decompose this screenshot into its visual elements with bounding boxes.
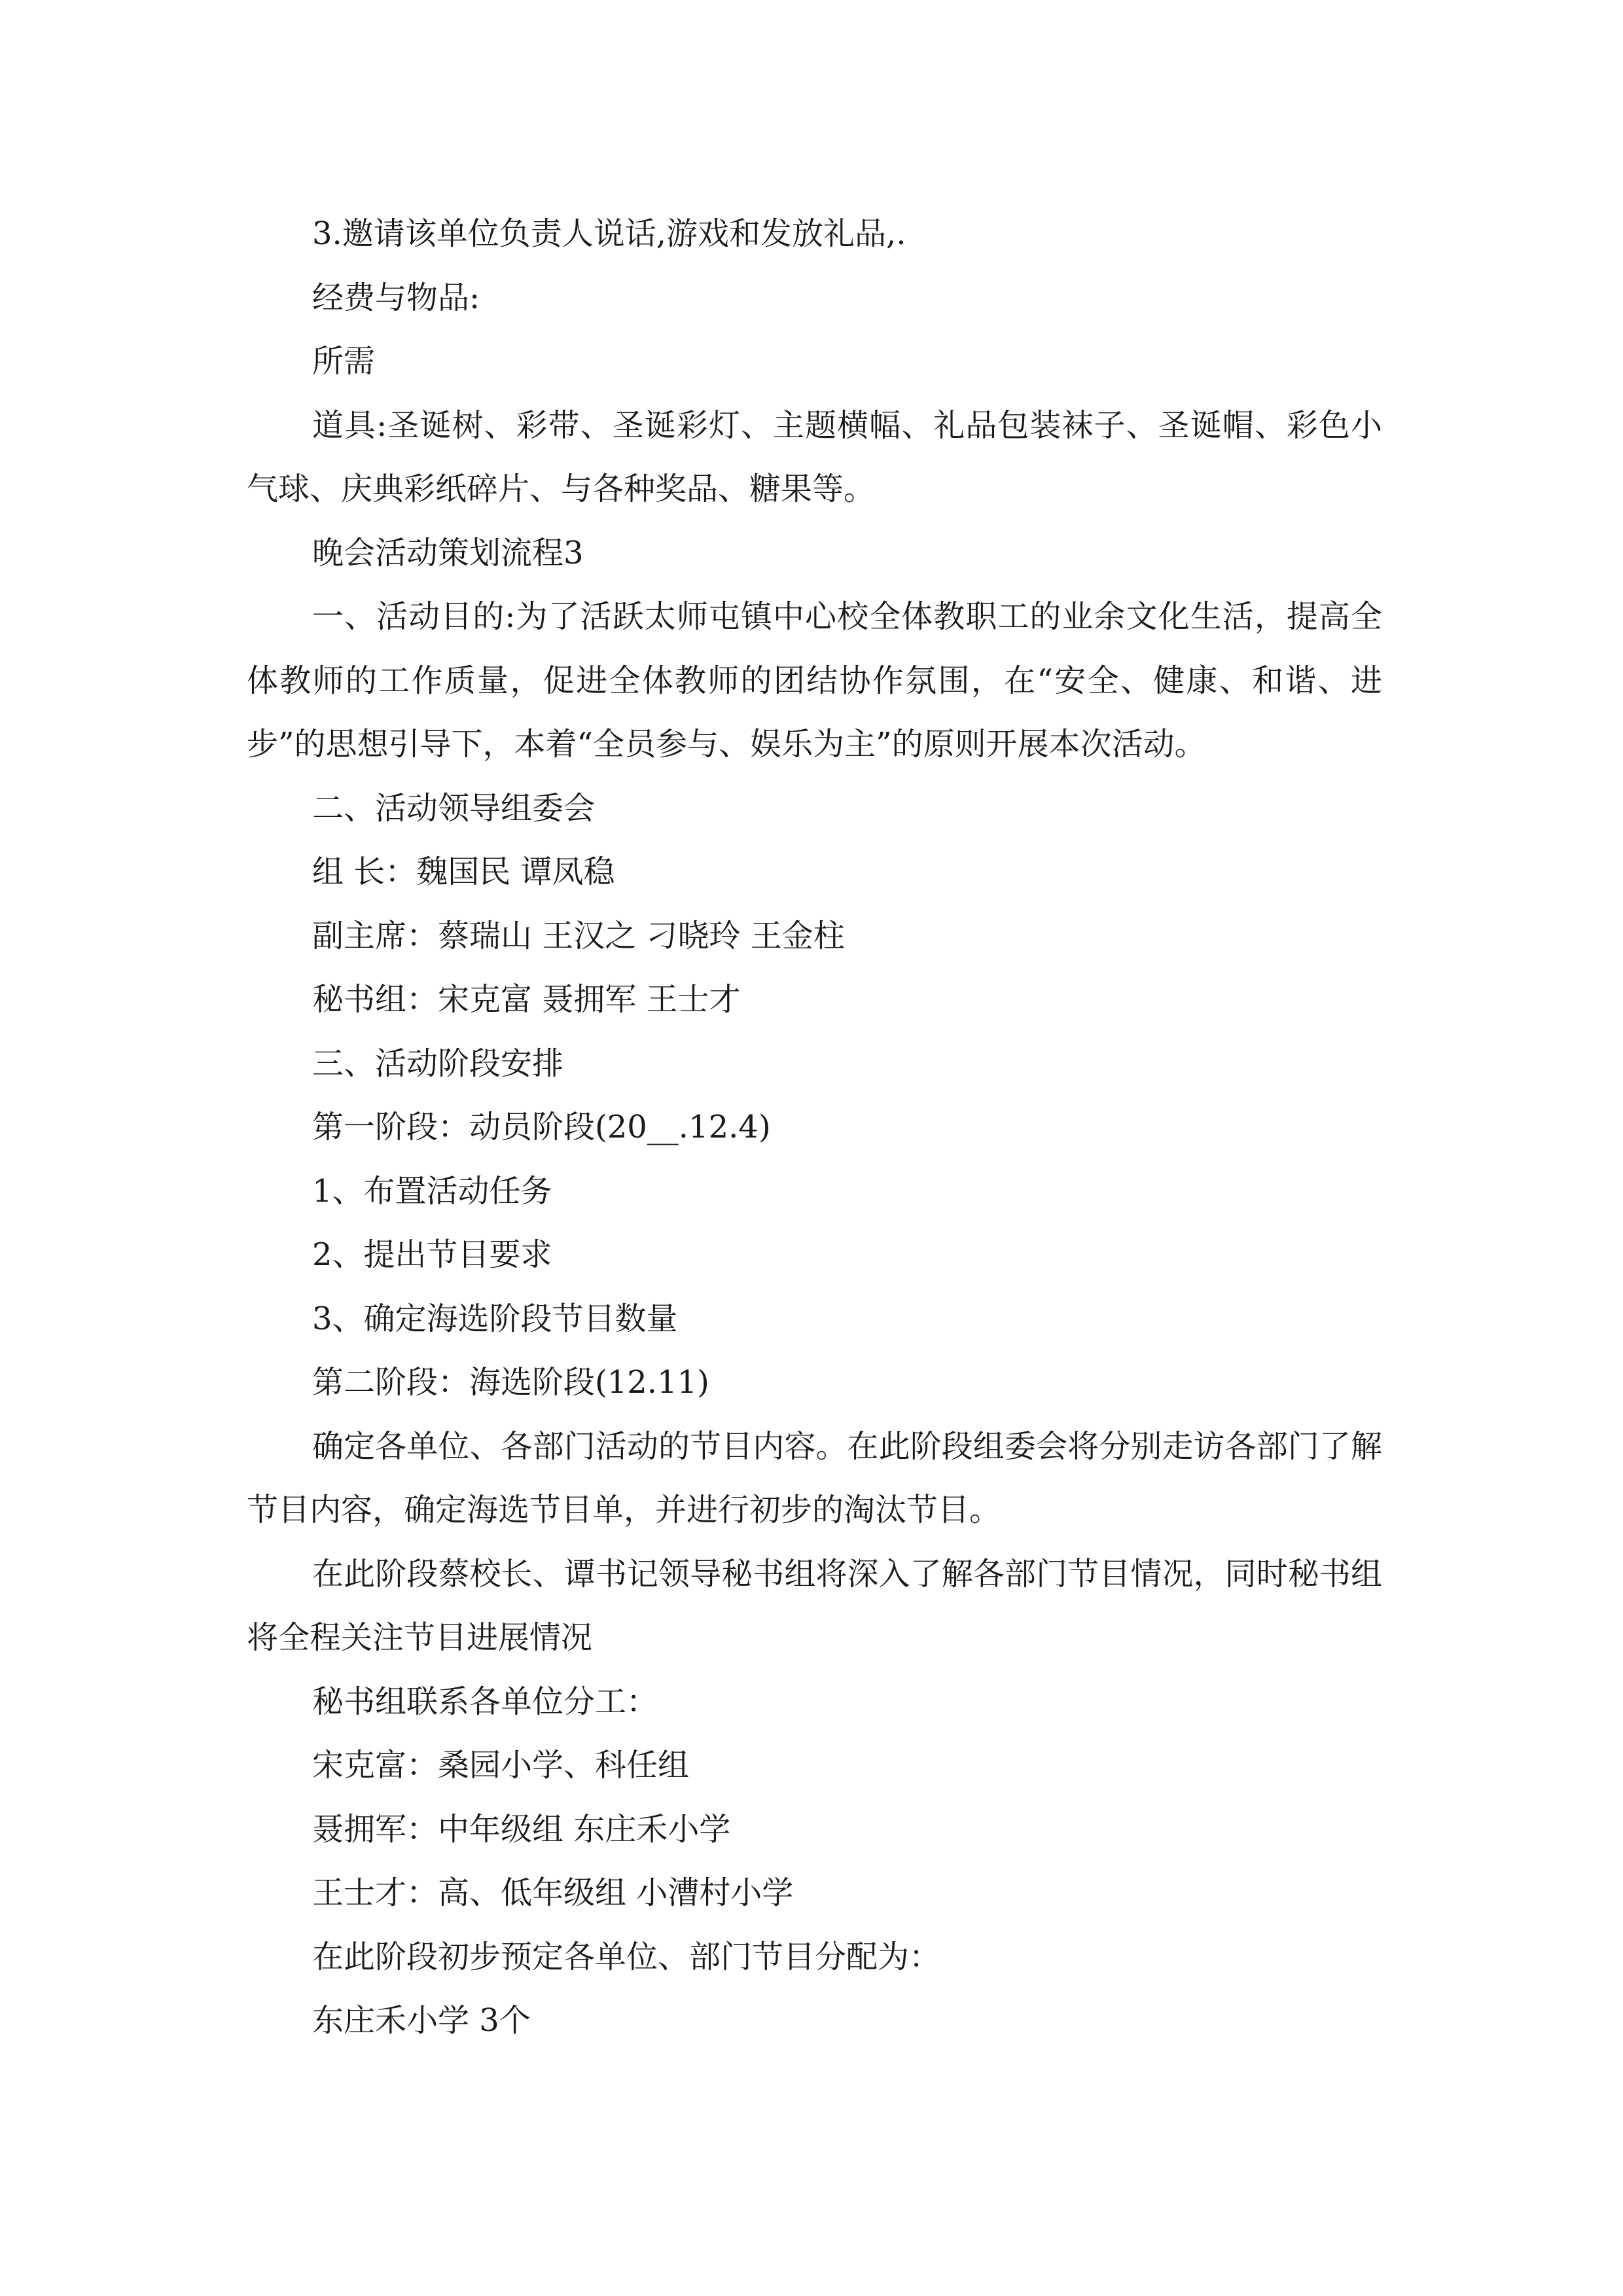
paragraph-stage-one: 第一阶段：动员阶段(20__.12.4) [312,1109,771,1145]
paragraph-props: 道具:圣诞树、彩带、圣诞彩灯、主题横幅、礼品包装袜子、圣诞帽、彩色小气球、庆典彩纸碎片、与各种奖品、糖果等。 [247,406,1382,507]
paragraph-division-wang: 王士才：高、低年级组 小漕村小学 [312,1874,794,1911]
paragraph-purpose: 一、活动目的:为了活跃太师屯镇中心校全体教职工的业余文化生活，提高全体教师的工作质量，促进全体教师的团结协作氛围，在“安全、健康、和谐、进步”的思想引导下，本着“全员参与、娱乐为主”的原则开展本次活动。 [247,598,1382,762]
document-body [247,202,1382,2053]
paragraph-task-3: 3、确定海选阶段节目数量 [312,1300,678,1337]
paragraph-group-leader: 组 长：魏国民 谭凤稳 [312,853,615,890]
paragraph-section-title: 晚会活动策划流程3 [312,534,584,571]
paragraph-stage-heading: 三、活动阶段安排 [312,1045,564,1082]
paragraph-division-nie: 聂拥军：中年级组 东庄禾小学 [312,1810,731,1848]
paragraph-task-1: 1、布置活动任务 [312,1172,552,1210]
paragraph-stage-two-leadership: 在此阶段蔡校长、谭书记领导秘书组将深入了解各部门节目情况，同时秘书组将全程关注节目进展情况 [247,1555,1382,1656]
paragraph-vice-chair: 副主席：蔡瑞山 王汉之 刁晓玲 王金柱 [312,917,845,954]
paragraph-invite-leader: 3.邀请该单位负责人说话,游戏和发放礼品,. [312,215,906,252]
paragraph-division-heading: 秘书组联系各单位分工： [312,1683,658,1720]
paragraph-stage-two: 第二阶段：海选阶段(12.11) [312,1364,709,1401]
paragraph-required: 所需 [312,343,376,380]
paragraph-allocation-dongzhuanghe: 东庄禾小学 3个 [312,2002,531,2039]
paragraph-stage-two-detail: 确定各单位、各部门活动的节目内容。在此阶段组委会将分别走访各部门了解节目内容，确定海选节目单，并进行初步的淘汰节目。 [247,1427,1382,1528]
paragraph-division-song: 宋克富：桑园小学、科任组 [312,1747,690,1784]
paragraph-secretariat: 秘书组：宋克富 聂拥军 王士才 [312,981,741,1018]
paragraph-task-2: 2、提出节目要求 [312,1236,552,1273]
paragraph-allocation-heading: 在此阶段初步预定各单位、部门节目分配为： [312,1938,941,1975]
paragraph-budget-heading: 经费与物品: [312,279,480,316]
paragraph-committee-heading: 二、活动领导组委会 [312,789,596,827]
